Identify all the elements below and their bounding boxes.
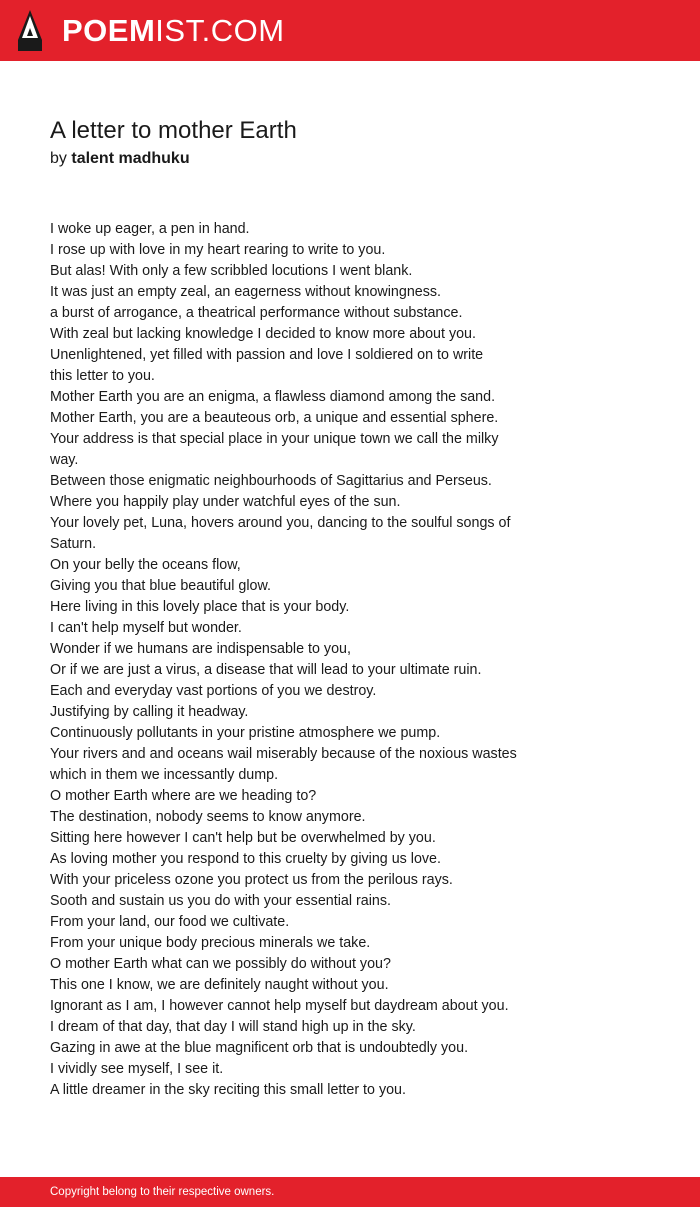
poem-line: Unenlightened, yet filled with passion and love I soldiered on to write (50, 347, 484, 363)
poem-line: I woke up eager, a pen in hand. (50, 221, 250, 237)
poem-line: O mother Earth where are we heading to? (50, 788, 317, 804)
poem-line: With your priceless ozone you protect us from the perilous rays. (50, 872, 453, 888)
poem-line: Or if we are just a virus, a disease that will lead to your ultimate ruin. (50, 662, 482, 678)
poem-line: which in them we incessantly dump. (50, 767, 279, 783)
poem-line: Justifying by calling it headway. (50, 704, 249, 720)
poem-line: Each and everyday vast portions of you we destroy. (50, 683, 377, 699)
poem-line: But alas! With only a few scribbled locutions I went blank. (50, 263, 413, 279)
poem-author: talent madhuku (71, 150, 190, 167)
poem-line: O mother Earth what can we possibly do without you? (50, 956, 391, 972)
poem-line: On your belly the oceans flow, (50, 557, 241, 573)
poem-line: I rose up with love in my heart rearing to write to you. (50, 242, 386, 258)
poem-body (50, 219, 570, 1101)
poem-line: Your address is that special place in your unique town we call the milky (50, 431, 499, 447)
poem-line: Sitting here however I can't help but be overwhelmed by you. (50, 830, 436, 846)
poem-line: The destination, nobody seems to know anymore. (50, 809, 366, 825)
poem-line: a burst of arrogance, a theatrical performance without substance. (50, 305, 463, 321)
by-label: by (50, 150, 67, 167)
poem-line: I vividly see myself, I see it. (50, 1061, 224, 1077)
poem-line: I can't help myself but wonder. (50, 620, 242, 636)
poem-line: this letter to you. (50, 368, 155, 384)
site-logo[interactable] (62, 13, 285, 49)
poem-line: Continuously pollutants in your pristine atmosphere we pump. (50, 725, 441, 741)
copyright-text: Copyright belong to their respective owners. (50, 1186, 275, 1198)
poem-line: As loving mother you respond to this cruelty by giving us love. (50, 851, 441, 867)
poem-line: Your rivers and and oceans wail miserably because of the noxious wastes (50, 746, 517, 762)
poem-line: Sooth and sustain us you do with your essential rains. (50, 893, 391, 909)
poem-line: Mother Earth, you are a beauteous orb, a unique and essential sphere. (50, 410, 499, 426)
poem-line: Wonder if we humans are indispensable to you, (50, 641, 351, 657)
poem-line: Saturn. (50, 536, 97, 552)
site-footer (0, 1177, 700, 1207)
poem-line: Your lovely pet, Luna, hovers around you, dancing to the soulful songs of (50, 515, 511, 531)
pencil-tip-icon (17, 10, 43, 51)
poem-line: A little dreamer in the sky reciting this small letter to you. (50, 1082, 406, 1098)
site-header (0, 0, 700, 61)
poem-line: Mother Earth you are an enigma, a flawless diamond among the sand. (50, 389, 496, 405)
poem-line: Between those enigmatic neighbourhoods of Sagittarius and Perseus. (50, 473, 492, 489)
poem-line: Here living in this lovely place that is your body. (50, 599, 350, 615)
logo-light-text: IST.COM (155, 13, 285, 48)
poem-line: Giving you that blue beautiful glow. (50, 578, 271, 594)
poem-byline (50, 148, 190, 170)
poem-line: From your land, our food we cultivate. (50, 914, 290, 930)
poem-line: From your unique body precious minerals we take. (50, 935, 371, 951)
poem-line: I dream of that day, that day I will stand high up in the sky. (50, 1019, 416, 1035)
poem-line: With zeal but lacking knowledge I decided to know more about you. (50, 326, 476, 342)
poem-line: Where you happily play under watchful eyes of the sun. (50, 494, 401, 510)
logo-bold-text: POEM (62, 13, 156, 48)
poem-title: A letter to mother Earth (50, 117, 297, 144)
poem-line: way. (50, 452, 79, 468)
poem-line: It was just an empty zeal, an eagerness without knowingness. (50, 284, 441, 300)
poem-line: This one I know, we are definitely naught without you. (50, 977, 389, 993)
poem-line: Gazing in awe at the blue magnificent orb that is undoubtedly you. (50, 1040, 469, 1056)
poem-line: Ignorant as I am, I however cannot help myself but daydream about you. (50, 998, 509, 1014)
